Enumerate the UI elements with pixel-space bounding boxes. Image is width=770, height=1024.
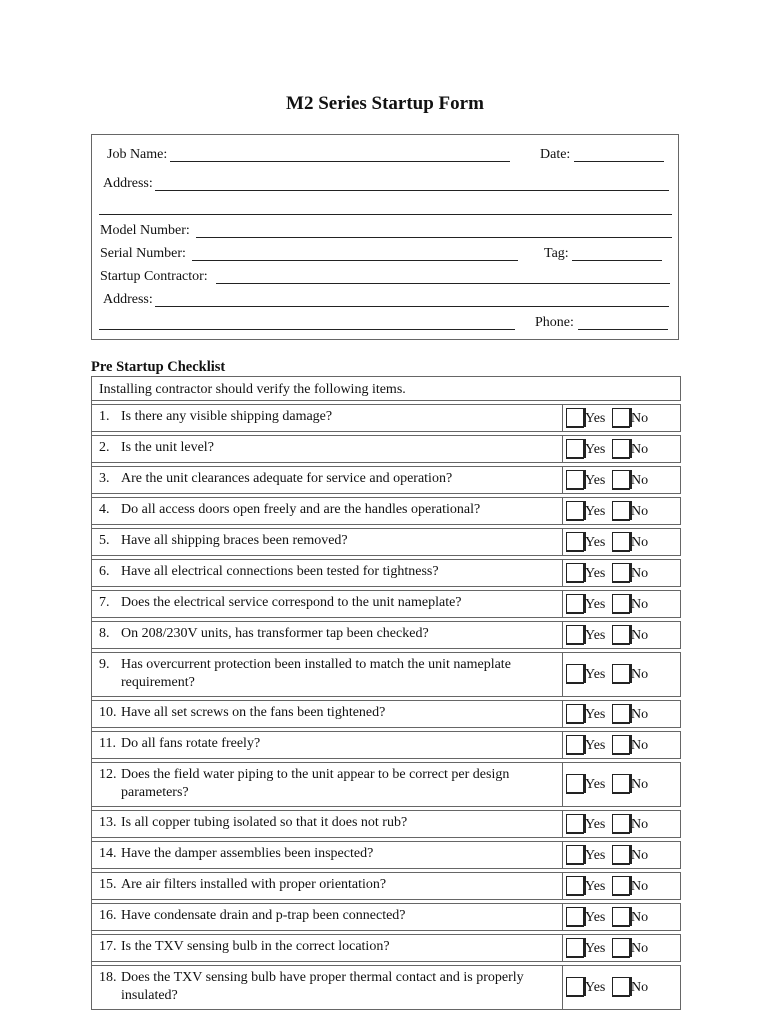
no-label: No — [631, 473, 649, 488]
checklist-question — [92, 935, 563, 961]
question-text: Do all fans rotate freely? — [121, 736, 261, 751]
answer-cell — [563, 653, 681, 696]
question-text: Have condensate drain and p-trap been connected? — [121, 908, 406, 923]
no-label: No — [631, 848, 649, 863]
question-number: 1. — [99, 409, 110, 424]
no-checkbox[interactable] — [612, 501, 630, 520]
address-field[interactable] — [155, 190, 669, 191]
yes-label: Yes — [585, 879, 606, 894]
checklist-question — [92, 732, 563, 758]
no-checkbox[interactable] — [612, 774, 630, 793]
job-name-field[interactable] — [170, 161, 510, 162]
checklist-question — [92, 529, 563, 555]
model-number-field[interactable] — [196, 237, 672, 238]
checklist-question — [92, 763, 563, 806]
checklist-question — [92, 811, 563, 837]
answer-cell — [563, 904, 681, 930]
question-text: Does the electrical service correspond to the unit nameplate? — [121, 595, 462, 610]
answer-cell — [563, 498, 681, 524]
contractor-address-label: Address: — [103, 292, 153, 307]
question-text: Is all copper tubing isolated so that it does not rub? — [121, 815, 408, 830]
checklist-question — [92, 904, 563, 930]
no-checkbox[interactable] — [612, 735, 630, 754]
no-label: No — [631, 411, 649, 426]
checklist-row — [92, 842, 681, 869]
startup-contractor-label: Startup Contractor: — [100, 269, 208, 284]
serial-number-field[interactable] — [192, 260, 518, 261]
startup-contractor-field[interactable] — [216, 283, 670, 284]
checklist-question — [92, 653, 563, 696]
checklist-question — [92, 622, 563, 648]
checklist-row — [92, 560, 681, 587]
checklist-row — [92, 591, 681, 618]
question-text: Do all access doors open freely and are the handles operational? — [121, 502, 481, 517]
job-name-label: Job Name: — [107, 147, 168, 162]
answer-cell — [563, 436, 681, 462]
question-number: 2. — [99, 440, 110, 455]
answer-cell — [563, 935, 681, 961]
checklist-row — [92, 732, 681, 759]
question-number: 5. — [99, 533, 110, 548]
yes-checkbox[interactable] — [566, 408, 584, 427]
question-number: 15. — [99, 877, 117, 892]
yes-label: Yes — [585, 411, 606, 426]
yes-checkbox[interactable] — [566, 439, 584, 458]
checklist-question — [92, 591, 563, 617]
checklist-row — [92, 622, 681, 649]
address-label: Address: — [103, 176, 153, 191]
checklist-row — [92, 436, 681, 463]
question-number: 18. — [99, 970, 117, 985]
question-text: Is the unit level? — [121, 440, 214, 455]
no-label: No — [631, 910, 649, 925]
question-number: 13. — [99, 815, 117, 830]
checklist-row — [92, 653, 681, 697]
checklist-rows — [92, 405, 681, 1010]
question-text: Does the field water piping to the unit appear to be correct per design parameters? — [121, 767, 510, 800]
answer-cell — [563, 467, 681, 493]
yes-label: Yes — [585, 777, 606, 792]
question-text: Have all shipping braces been removed? — [121, 533, 348, 548]
question-text: Is the TXV sensing bulb in the correct location? — [121, 939, 390, 954]
yes-label: Yes — [585, 628, 606, 643]
checklist-table — [91, 376, 681, 1010]
question-number: 9. — [99, 657, 110, 672]
answer-cell — [563, 701, 681, 727]
yes-checkbox[interactable] — [566, 814, 584, 833]
no-checkbox[interactable] — [612, 625, 630, 644]
no-checkbox[interactable] — [612, 563, 630, 582]
question-number: 14. — [99, 846, 117, 861]
question-number: 4. — [99, 502, 110, 517]
no-label: No — [631, 707, 649, 722]
checklist-question — [92, 405, 563, 431]
no-checkbox[interactable] — [612, 594, 630, 613]
answer-cell — [563, 405, 681, 431]
yes-label: Yes — [585, 597, 606, 612]
yes-label: Yes — [585, 566, 606, 581]
yes-checkbox[interactable] — [566, 845, 584, 864]
question-text: Are air filters installed with proper orientation? — [121, 877, 387, 892]
answer-cell — [563, 842, 681, 868]
answer-cell — [563, 763, 681, 806]
checklist-question — [92, 842, 563, 868]
yes-label: Yes — [585, 910, 606, 925]
checklist-intro: Installing contractor should verify the following items. — [92, 377, 681, 400]
serial-number-label: Serial Number: — [100, 246, 186, 261]
answer-cell — [563, 622, 681, 648]
no-checkbox[interactable] — [612, 876, 630, 895]
yes-checkbox[interactable] — [566, 907, 584, 926]
no-checkbox[interactable] — [612, 907, 630, 926]
tag-label: Tag: — [544, 246, 569, 261]
no-label: No — [631, 738, 649, 753]
question-number: 6. — [99, 564, 110, 579]
yes-label: Yes — [585, 848, 606, 863]
question-number: 11. — [99, 736, 116, 751]
no-label: No — [631, 667, 649, 682]
checklist-question — [92, 966, 563, 1009]
yes-checkbox[interactable] — [566, 501, 584, 520]
yes-label: Yes — [585, 738, 606, 753]
yes-label: Yes — [585, 817, 606, 832]
yes-checkbox[interactable] — [566, 532, 584, 551]
form-title: M2 Series Startup Form — [286, 93, 484, 114]
checklist-title: Pre Startup Checklist — [91, 359, 226, 375]
question-text: Does the TXV sensing bulb have proper thermal contact and is properly insulated? — [121, 970, 524, 1003]
no-label: No — [631, 941, 649, 956]
no-checkbox[interactable] — [612, 439, 630, 458]
checklist-row — [92, 811, 681, 838]
no-checkbox[interactable] — [612, 470, 630, 489]
question-number: 3. — [99, 471, 110, 486]
no-checkbox[interactable] — [612, 664, 630, 683]
model-number-label: Model Number: — [100, 223, 190, 238]
address-line-2-field[interactable] — [99, 214, 672, 215]
no-label: No — [631, 777, 649, 792]
yes-label: Yes — [585, 504, 606, 519]
checklist-question — [92, 873, 563, 899]
no-checkbox[interactable] — [612, 845, 630, 864]
checklist-row — [92, 873, 681, 900]
yes-checkbox[interactable] — [566, 594, 584, 613]
question-text: Have all set screws on the fans been tightened? — [121, 705, 386, 720]
checklist-row — [92, 405, 681, 432]
checklist-row — [92, 763, 681, 807]
checklist-row — [92, 935, 681, 962]
question-text: Have all electrical connections been tested for tightness? — [121, 564, 439, 579]
no-checkbox[interactable] — [612, 938, 630, 957]
answer-cell — [563, 591, 681, 617]
checklist-row — [92, 529, 681, 556]
no-label: No — [631, 504, 649, 519]
answer-cell — [563, 966, 681, 1009]
yes-checkbox[interactable] — [566, 563, 584, 582]
question-number: 16. — [99, 908, 117, 923]
phone-label: Phone: — [535, 315, 574, 330]
job-info-box — [91, 134, 679, 340]
question-number: 10. — [99, 705, 117, 720]
yes-label: Yes — [585, 941, 606, 956]
question-number: 12. — [99, 767, 117, 782]
date-label: Date: — [540, 147, 571, 162]
yes-label: Yes — [585, 980, 606, 995]
yes-checkbox[interactable] — [566, 977, 584, 996]
checklist-question — [92, 560, 563, 586]
tag-field[interactable] — [572, 260, 662, 261]
checklist-question — [92, 701, 563, 727]
yes-label: Yes — [585, 473, 606, 488]
yes-checkbox[interactable] — [566, 876, 584, 895]
phone-field[interactable] — [578, 329, 668, 330]
no-label: No — [631, 535, 649, 550]
no-label: No — [631, 597, 649, 612]
contractor-address-line-2-field[interactable] — [99, 329, 515, 330]
question-text: On 208/230V units, has transformer tap been checked? — [121, 626, 429, 641]
no-checkbox[interactable] — [612, 532, 630, 551]
answer-cell — [563, 529, 681, 555]
question-number: 7. — [99, 595, 110, 610]
answer-cell — [563, 873, 681, 899]
checklist-question — [92, 467, 563, 493]
answer-cell — [563, 811, 681, 837]
question-number: 17. — [99, 939, 117, 954]
yes-checkbox[interactable] — [566, 704, 584, 723]
yes-checkbox[interactable] — [566, 774, 584, 793]
question-text: Have the damper assemblies been inspected? — [121, 846, 374, 861]
checklist-row — [92, 701, 681, 728]
no-label: No — [631, 442, 649, 457]
checklist-row — [92, 467, 681, 494]
date-field[interactable] — [574, 161, 664, 162]
no-label: No — [631, 566, 649, 581]
no-checkbox[interactable] — [612, 977, 630, 996]
checklist-intro-row — [92, 377, 681, 401]
yes-label: Yes — [585, 442, 606, 457]
answer-cell — [563, 560, 681, 586]
yes-label: Yes — [585, 707, 606, 722]
no-label: No — [631, 980, 649, 995]
question-text: Has overcurrent protection been installed to match the unit nameplate requirement? — [121, 657, 511, 690]
yes-checkbox[interactable] — [566, 470, 584, 489]
yes-checkbox[interactable] — [566, 625, 584, 644]
no-checkbox[interactable] — [612, 704, 630, 723]
checklist-row — [92, 904, 681, 931]
yes-checkbox[interactable] — [566, 938, 584, 957]
answer-cell — [563, 732, 681, 758]
yes-checkbox[interactable] — [566, 735, 584, 754]
question-text: Are the unit clearances adequate for service and operation? — [121, 471, 453, 486]
yes-label: Yes — [585, 667, 606, 682]
no-label: No — [631, 628, 649, 643]
checklist-question — [92, 498, 563, 524]
checklist-row — [92, 966, 681, 1010]
yes-checkbox[interactable] — [566, 664, 584, 683]
question-text: Is there any visible shipping damage? — [121, 409, 333, 424]
checklist-question — [92, 436, 563, 462]
no-label: No — [631, 817, 649, 832]
no-checkbox[interactable] — [612, 408, 630, 427]
yes-label: Yes — [585, 535, 606, 550]
checklist-row — [92, 498, 681, 525]
question-number: 8. — [99, 626, 110, 641]
no-checkbox[interactable] — [612, 814, 630, 833]
no-label: No — [631, 879, 649, 894]
contractor-address-field[interactable] — [155, 306, 669, 307]
